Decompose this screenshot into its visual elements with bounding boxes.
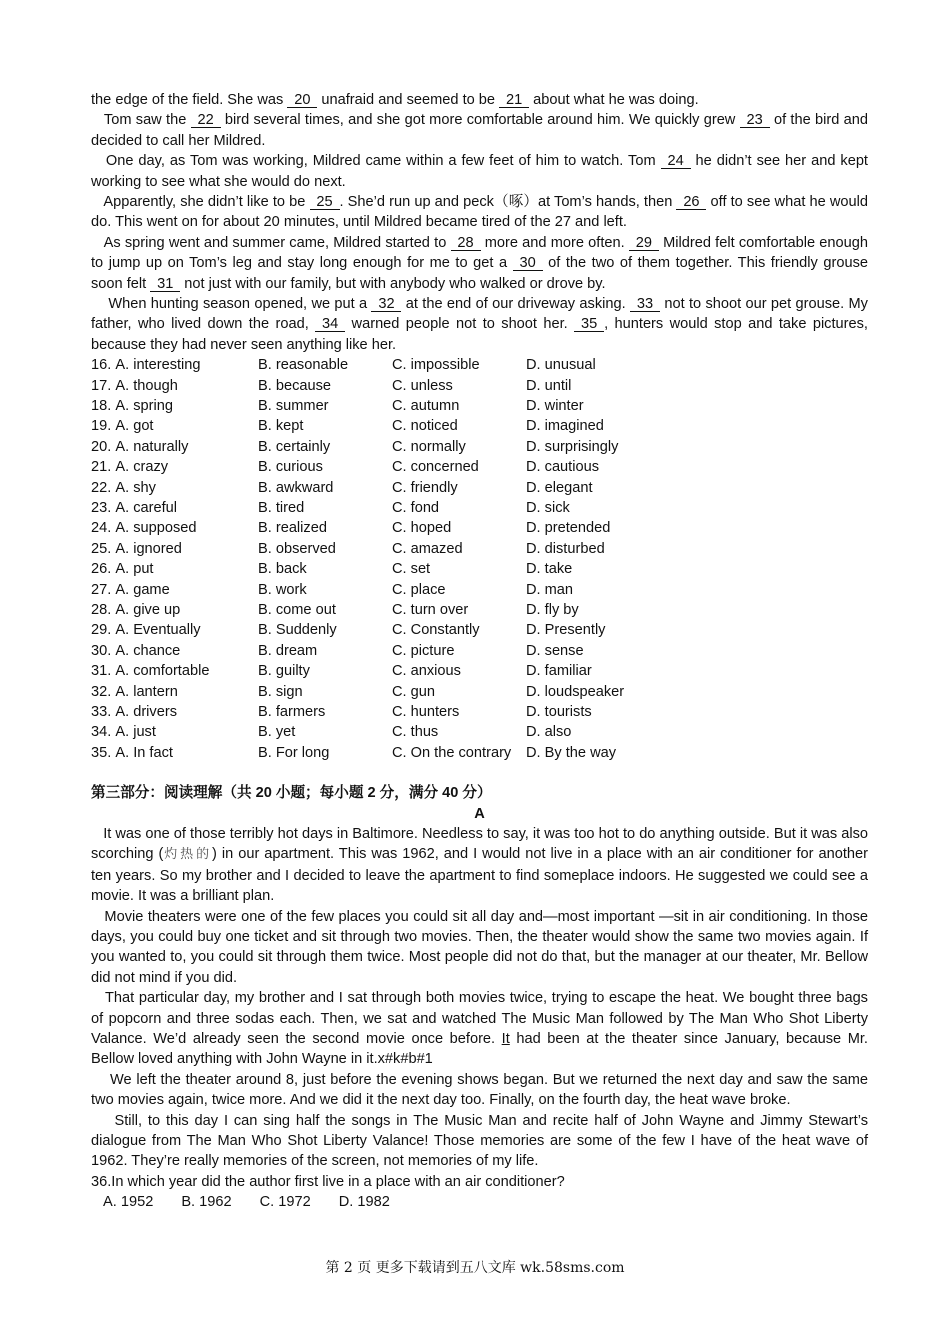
question-number: 18.: [91, 398, 112, 415]
option: A. 1952: [103, 1194, 154, 1211]
option-a: [91, 580, 258, 600]
option-b: B. For long: [258, 744, 330, 761]
reading-paragraph: That particular day, my brother and I sat through both movies twice, trying to escape the heat. We bought three bags of popcorn and three sodas each. Then, we sat and watched The Music Man followed by The Man Who Shot Liberty Valance. We’d already seen the second movie once before. It had been at the theater since January, because Mr. Bellow loved anything with John Wayne in it.x#k#b#1: [91, 990, 868, 1068]
option-a: [91, 722, 258, 742]
blank-27: 27: [554, 214, 571, 231]
option-d: D. disturbed: [526, 540, 605, 557]
question-number: 29.: [91, 622, 112, 639]
option-d: D. sick: [526, 500, 570, 517]
option-d: D. elegant: [526, 479, 593, 496]
option-b: B. reasonable: [258, 357, 349, 374]
option-c: C. hunters: [392, 703, 460, 720]
option-d: D. imagined: [526, 418, 604, 435]
option-a: [91, 355, 258, 375]
question-number: 25.: [91, 540, 112, 557]
question-number: 26.: [91, 561, 112, 578]
blank-31: 31: [150, 277, 180, 292]
question-number: 19.: [91, 418, 112, 435]
question-row: [91, 396, 868, 416]
option-a: [91, 702, 258, 722]
option-a: [91, 743, 258, 763]
option-c: C. Constantly: [392, 622, 480, 639]
option-a-text: A. give up: [115, 601, 181, 618]
document-page: [91, 90, 868, 1213]
option-d: D. take: [526, 561, 573, 578]
option-c: C. noticed: [392, 418, 458, 435]
question-row: [91, 416, 868, 436]
reading-paragraph: We left the theater around 8, just before the evening shows began. But we returned the next day and saw the same two movies again, twice more. And we did it the next day too. Finally, on the fourth day, the heat wave broke.: [91, 1071, 869, 1109]
option-a: [91, 518, 258, 538]
option-b: B. because: [258, 377, 332, 394]
question-row: [91, 682, 868, 702]
option-d: D. tourists: [526, 703, 592, 720]
option-a: [91, 661, 258, 681]
question-row: [91, 457, 868, 477]
question-number: 16.: [91, 357, 112, 374]
question-row: [91, 355, 868, 375]
option-d: D. until: [526, 377, 572, 394]
option-a-text: A. careful: [115, 500, 178, 517]
option-d: D. loudspeaker: [526, 683, 625, 700]
question-number: 22.: [91, 479, 112, 496]
question-number: 23.: [91, 500, 112, 517]
option-a: [91, 498, 258, 518]
question-row: [91, 641, 868, 661]
reading-paragraph: Movie theaters were one of the few places you could sit all day and—most important —sit in air conditioning. In those days, you could buy one ticket and sit through two movies. Then, the theater would show the same two movies again. If you wanted to, you could sit through them twice. Most people did not do that, but the manager at our theater, Mr. Bellow did not mind if you did.: [91, 908, 868, 986]
underlined-word: It: [501, 1030, 510, 1047]
passage-label: A: [474, 805, 485, 822]
option-a-text: A. got: [115, 418, 154, 435]
option-a-text: A. crazy: [115, 459, 169, 476]
option-a: [91, 437, 258, 457]
question-row: [91, 376, 868, 396]
option-d: D. winter: [526, 398, 584, 415]
option-b: B. kept: [258, 418, 304, 435]
blank-29: 29: [629, 236, 659, 251]
option: C. 1972: [259, 1194, 311, 1211]
option-a-text: A. drivers: [115, 703, 177, 720]
question-row: [91, 743, 868, 763]
option-b: B. observed: [258, 540, 336, 557]
blank-25: 25: [310, 195, 340, 210]
option-b: B. back: [258, 561, 307, 578]
option-c: C. concerned: [392, 459, 479, 476]
option-a: [91, 478, 258, 498]
option-c: C. amazed: [392, 540, 463, 557]
option-a: [91, 539, 258, 559]
option-c: C. impossible: [392, 357, 480, 374]
question-number: 21.: [91, 459, 112, 476]
blank-22: 22: [191, 113, 221, 128]
option-c: C. unless: [392, 377, 453, 394]
option-c: C. turn over: [392, 601, 469, 618]
option-a: [91, 416, 258, 436]
option-a-text: A. though: [115, 377, 178, 394]
option-d: D. also: [526, 724, 572, 741]
option-b: B. curious: [258, 459, 323, 476]
option-b: B. certainly: [258, 438, 331, 455]
option-c: C. gun: [392, 683, 435, 700]
option-a-text: A. spring: [115, 398, 173, 415]
option-d: D. pretended: [526, 520, 611, 537]
question-row: [91, 518, 868, 538]
option-d: D. sense: [526, 642, 584, 659]
blank-26: 26: [676, 195, 706, 210]
reading-paragraph: It was one of those terribly hot days in Baltimore. Needless to say, it was too hot to do anything outside. But it was also scorching (灼热的) in our apartment. This was 1962, and I would not live in a place with an air conditioner for another ten years. So my brother and I decided to leave the apartment to find someplace indoors. He suggested we could see a movie. It was a brilliant plan.: [91, 825, 868, 905]
question-row: [91, 539, 868, 559]
question-row: [91, 620, 868, 640]
question-row: [91, 559, 868, 579]
blank-30: 30: [513, 256, 543, 271]
option-c: C. autumn: [392, 398, 460, 415]
section-title: 第三部分：阅读理解（共 20 小题；每小题 2 分，满分 40 分）: [91, 785, 492, 802]
question-row: [91, 661, 868, 681]
option-b: B. work: [258, 581, 307, 598]
option-b: B. yet: [258, 724, 296, 741]
option-d: D. fly by: [526, 601, 579, 618]
option-c: C. set: [392, 561, 431, 578]
question-number: 35.: [91, 744, 112, 761]
option-c: C. friendly: [392, 479, 458, 496]
option-c: C. picture: [392, 642, 455, 659]
option-a: [91, 559, 258, 579]
option-a-text: A. In fact: [115, 744, 173, 761]
question-36-options: [91, 1192, 868, 1212]
option-c: C. On the contrary: [392, 744, 512, 761]
question-row: [91, 702, 868, 722]
question-number: 24.: [91, 520, 112, 537]
page-footer: 第 2 页 更多下载请到五八文库 wk.58sms.com: [325, 1260, 625, 1276]
option-a: [91, 620, 258, 640]
blank-34: 34: [315, 317, 345, 332]
question-36: 36.In which year did the author first live in a place with an air conditioner?: [91, 1173, 565, 1190]
blank-35: 35: [574, 317, 604, 332]
blank-28: 28: [451, 236, 481, 251]
passage-paragraph: Apparently, she didn’t like to be 25 . She’d run up and peck（啄）at Tom’s hands, then 26 off to see what he would do. This went on for about 20 minutes, until Mildred became tired of the 27 and left.: [91, 194, 868, 231]
blank-33: 33: [630, 297, 660, 312]
option-a-text: A. just: [115, 724, 156, 741]
question-number: 28.: [91, 601, 112, 618]
passage-paragraph: the edge of the field. She was 20 unafraid and seemed to be 21 about what he was doing.: [91, 92, 699, 108]
question-number: 17.: [91, 377, 112, 394]
option-a-text: A. naturally: [115, 438, 189, 455]
option-b: B. farmers: [258, 703, 326, 720]
question-row: [91, 498, 868, 518]
reading-paragraph: Still, to this day I can sing half the songs in The Music Man and recite half of John Wayne and Jimmy Stewart’s dialogue from The Man Who Shot Liberty Valance! Those memories are some of the few I have of the heat wave of 1962. They’re really memories of the screen, not memories of my life.: [91, 1112, 868, 1170]
option-d: D. man: [526, 581, 574, 598]
question-number: 34.: [91, 724, 112, 741]
question-row: [91, 580, 868, 600]
option-a-text: A. comfortable: [115, 663, 210, 680]
option-a: [91, 376, 258, 396]
option-b: B. Suddenly: [258, 622, 337, 639]
option-b: B. realized: [258, 520, 327, 537]
question-number: 32.: [91, 683, 112, 700]
blank-20: 20: [287, 93, 317, 108]
option-d: D. surprisingly: [526, 438, 619, 455]
option-a: [91, 457, 258, 477]
option-a-text: A. shy: [115, 479, 156, 496]
question-number: 27.: [91, 581, 112, 598]
option-a-text: A. Eventually: [115, 622, 201, 639]
question-row: [91, 722, 868, 742]
option-a: [91, 682, 258, 702]
option-c: C. hoped: [392, 520, 452, 537]
passage-paragraph: As spring went and summer came, Mildred started to 28 more and more often. 29 Mildred felt comfortable enough to jump up on Tom’s leg and stay long enough for me to get a 30 of the two of them together. This friendly grouse soon felt 31 not just with our family, but with anybody who walked or drove by.: [91, 234, 868, 292]
option-c: C. anxious: [392, 663, 461, 680]
blank-32: 32: [371, 297, 401, 312]
option-c: C. thus: [392, 724, 439, 741]
option-c: C. fond: [392, 500, 440, 517]
option-a-text: A. game: [115, 581, 170, 598]
option-b: B. tired: [258, 500, 305, 517]
option-b: B. dream: [258, 642, 318, 659]
option-b: B. guilty: [258, 663, 310, 680]
option-a-text: A. ignored: [115, 540, 182, 557]
question-number: 33.: [91, 703, 112, 720]
blank-24: 24: [661, 154, 691, 169]
option-c: C. normally: [392, 438, 466, 455]
question-row: [91, 437, 868, 457]
question-list: [91, 355, 868, 763]
option-d: D. Presently: [526, 622, 606, 639]
question-number: 30.: [91, 642, 112, 659]
question-row: [91, 600, 868, 620]
passage-paragraph: When hunting season opened, we put a 32 at the end of our driveway asking. 33 not to shoot our pet grouse. My father, who lived down the road, 34 warned people not to shoot her. 35 , hunters would stop and take pictures, because they had never seen anything like her.: [91, 296, 868, 353]
option: D. 1982: [338, 1194, 390, 1211]
option-b: B. come out: [258, 601, 336, 618]
passage-paragraph: One day, as Tom was working, Mildred came within a few feet of him to watch. Tom 24 he didn’t see her and kept working to see what she would do next.: [91, 153, 868, 190]
option-d: D. familiar: [526, 663, 592, 680]
blank-23: 23: [740, 113, 770, 128]
option-c: C. place: [392, 581, 446, 598]
question-row: [91, 478, 868, 498]
option-d: D. unusual: [526, 357, 596, 374]
option-a: [91, 396, 258, 416]
option-d: D. cautious: [526, 459, 600, 476]
blank-21: 21: [499, 93, 529, 108]
option-d: D. By the way: [526, 744, 617, 761]
option-a-text: A. interesting: [115, 357, 201, 374]
chinese-gloss: 灼热的: [163, 847, 213, 863]
option-a-text: A. lantern: [115, 683, 178, 700]
option-a: [91, 641, 258, 661]
option-b: B. summer: [258, 398, 329, 415]
question-number: 31.: [91, 663, 112, 680]
option-a: [91, 600, 258, 620]
option-b: B. sign: [258, 683, 303, 700]
question-number: 20.: [91, 438, 112, 455]
option: B. 1962: [181, 1194, 232, 1211]
option-a-text: A. put: [115, 561, 154, 578]
passage-paragraph: Tom saw the 22 bird several times, and she got more comfortable around him. We quickly grew 23 of the bird and decided to call her Mildred.: [91, 112, 868, 149]
option-a-text: A. chance: [115, 642, 181, 659]
option-a-text: A. supposed: [115, 520, 197, 537]
option-b: B. awkward: [258, 479, 334, 496]
